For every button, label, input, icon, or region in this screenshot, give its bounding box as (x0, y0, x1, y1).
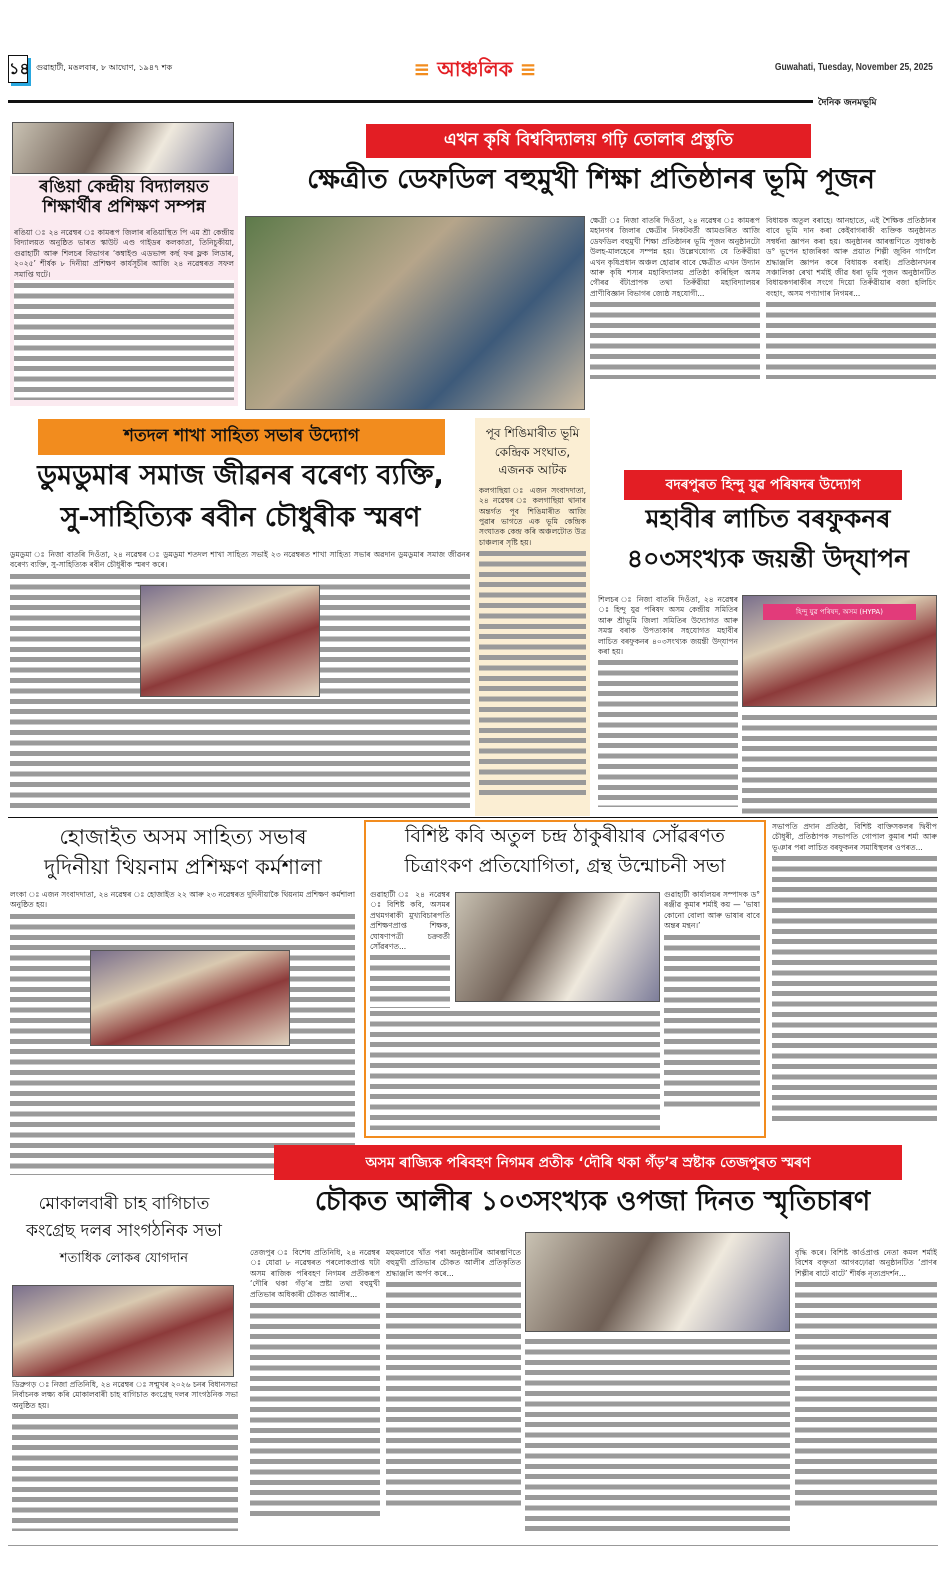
atul-photo (455, 892, 660, 1002)
chauk-lead: তেজপুৰ ঃ বিশেষ প্ৰতিনিধি, ২৪ নৱেম্বৰ ঃ যোৱা ৮ নৱেম্বৰত পৰলোকপ্ৰাপ্ত ঘটা অসম ৰাজিক পৰিবহণ নিগমৰ প্ৰতীকৰূপ ‘দৌৰি থকা গঁড়’ৰ স্ৰষ্টা তথা বহুমুখী প্ৰতিভাৰ অধিকাৰী চৌকত আলীৰ... (250, 1248, 380, 1299)
dumduma-lead: ডুমডুমা ঃ নিজা বাতৰি দিওঁতা, ২৪ নৱেম্বৰ ঃ ডুমডুমা শতদল শাখা সাহিত্য সভাই ২৩ নৱেম্বৰত শাখা সাহিত্য সভাৰ অৱদান ডুমডুমাৰ সমাজ জীৱনৰ বৰেণ্য ব্যক্তি, সু-সাহিত্যিক ৰবীন চৌধুৰীক স্মৰণ কৰে। (10, 550, 470, 570)
sidebar-body (479, 486, 586, 796)
badarpur-lead: শিলচৰ ঃ নিজা বাতৰি দিওঁতা, ২৪ নৱেম্বৰ ঃ হিন্দু যুৱ পৰিষদ অসম কেন্দ্ৰীয় সমিতিৰ আৰু শ্ৰীভূমি জিলা সমিতিৰ উদ্যোগত আৰু সমস্ত বৰাক উপত্যকাৰ সহযোগত মহাবীৰ লাচিত বৰফুকনৰ ৪০৩সংখ্যক জয়ন্তী উদ্‌যাপন কৰা হয়। (598, 595, 738, 657)
mokalbari-photo (12, 1285, 234, 1377)
chauk-body-2 (386, 1248, 521, 1533)
atul-lead2: গুৱাহাটী কাৰ্যালয়ৰ সম্পাদক ড° ৰঞ্জীৱ কুমাৰ শৰ্মাই কয় — ‘ভাষা কোনো বোলা আৰু ভাষাৰ বাবে অন্তৰ মন্থন।’ (664, 890, 760, 931)
badarpur-body (598, 595, 738, 815)
atul-lead: গুৱাহাটী ঃ ২৪ নৱেম্বৰ ঃ বিশিষ্ট কবি, অসমৰ প্ৰথমগৰাকী মুখ্যবিচাৰপতি প্ৰশিক্ষণপ্ৰাপ্ত শিক্ষক, ঘোষণাপত্ৰী চক্ৰবৰ্তী সোঁৱৰণত... (370, 890, 450, 952)
chauk-lead3: বৃদ্ধি কৰে। বিশিষ্ট কাৰ্ওপ্ৰাপ্ত নেতা কমল শৰ্মাই বিশেষ বক্তৃতা আগবঢ়োৱা অনুষ্ঠানটিত ‘প্ৰাণৰ শিল্পীৰ বাটে বাটে’ শীৰ্ষক নৃত্যপ্ৰদৰ্শন... (795, 1248, 937, 1278)
dumduma-headline-2: সু-সাহিত্যিক ৰবীন চৌধুৰীক স্মৰণ (60, 502, 421, 533)
atul-headline-1: বিশিষ্ট কবি অতুল চন্দ্ৰ ঠাকুৰীয়াৰ সোঁৱৰণত (405, 825, 725, 847)
dumduma-photo (140, 585, 320, 697)
sidebar-box (475, 418, 590, 816)
hojai-lead: লংকা ঃ এজন সংবাদদাতা, ২৪ নৱেম্বৰ ঃ হোজাইত ২২ আৰু ২৩ নৱেম্বৰত দুদিনীয়াকৈ থিয়নাম প্ৰশিক্ষণ কৰ্মশালা অনুষ্ঠিত হয়। (10, 890, 355, 910)
mokalbari-body (12, 1380, 238, 1532)
main-lead: ক্ষেত্ৰী ঃ নিজা বাতৰি দিওঁতা, ২৪ নৱেম্বৰ ঃ কামৰূপ মহানগৰ জিলাৰ ক্ষেত্ৰীৰ নিকটবৰ্তী আমগুৰিত আজি ডেফডিল বহুমুখী শিক্ষা প্ৰতিষ্ঠানৰ ভূমি পূজন অনুষ্ঠানটো উলহ-মালহেৰে সম্পন্ন হয়। উল্লেখযোগ্য যে তিৰুঁৱীয়া এখন কৃষিপ্ৰধান অঞ্চল হোৱাৰ বাবে ক্ষেত্ৰীত এখন উদ্যান আৰু কৃষি শস্যৰ মহাবিদ্যালয় প্ৰতিষ্ঠা কৰিছিল অসম গৌৰৱ বঁটাপ্ৰাপক তথা তিৰুঁৱীয়া মহাবিদ্যালয়ৰ প্ৰাণীবিজ্ঞান বিভাগৰ জ্যেষ্ঠ সহযোগী... (590, 216, 760, 298)
mokalbari-subhead: শতাধিক লোকৰ যোগদান (59, 1251, 189, 1266)
chauk-headline: চৌকত আলীৰ ১০৩সংখ্যক ওপজা দিনত স্মৃতিচাৰণ (314, 1186, 871, 1217)
main-lead2: বিধায়ক অতুল বৰাহে। আনহাতে, এই শৈক্ষিক প্ৰতিষ্ঠানৰ বাবে ভূমি দান কৰা কেইবাগৰাকী ব্যক্তিক অনুষ্ঠানত সম্বৰ্ধনা জ্ঞাপন কৰা হয়। অনুষ্ঠানৰ আৰম্ভণিতে সুধাকণ্ঠ ড° ভূপেন হাজৰিকা আৰু প্ৰয়াত শিল্পী জুবিন গাৰ্গলৈ শ্ৰদ্ধাঞ্জলি জ্ঞাপন কৰে বিধায়ক বৰাই। প্ৰতিষ্ঠানখনৰ সঞ্চালিকা ৰেখা শৰ্মাই জীৱ ধৰা ভূমি পূজন অনুষ্ঠানটিত বিধায়কগৰাকীৰ সংগে দিয়ো তিৰুঁৱীয়াৰ বজা হলিচিং বংহাং, অসম পণ্যাগাৰ নিগমৰ... (766, 216, 936, 298)
sidebar-headline: পূব শিঙিমাৰীত ভূমি কেন্দ্ৰিক সংঘাত, এজনক আটক (485, 426, 580, 478)
badarpur-body-2 (742, 712, 937, 815)
main-body-1 (590, 216, 760, 408)
chauk-body-1 (250, 1248, 380, 1533)
right-column-lead: সভাপতি প্ৰদান প্ৰতিষ্ঠা, বিশিষ্ট বাক্তিসকলৰ দ্বিবীপ চৌধুৰী, প্ৰতিষ্ঠাপক সভাপতি গোপাল কুমাৰ শৰ্মা আৰু ভূঞাৰ পৰা লাচিত বৰফুকনৰ সমাধিস্থলৰ ওপৰত... (772, 822, 937, 852)
dumduma-headline-1: ডুমডুমাৰ সমাজ জীৱনৰ বৰেণ্য ব্যক্তি, (37, 460, 444, 491)
chauk-photo (525, 1232, 790, 1332)
header-rule (8, 100, 813, 103)
atul-body-3 (370, 1008, 660, 1130)
mokalbari-headline-1: মোকালবাৰী চাহ বাগিচাত (38, 1194, 210, 1214)
footer-rule (8, 1545, 938, 1546)
badarpur-kicker: বদৰপুৰত হিন্দু যুৱ পৰিষদৰ উদ্যোগ (624, 470, 902, 500)
hojai-headline-1: হোজাইত অসম সাহিত্য সভাৰ (59, 825, 307, 849)
chauk-lead2: মহুমলাবে খাঁত পৰা অনুষ্ঠানটিৰ আৰম্ভণিতে বহুমুখী প্ৰতিভাৰ চৌকত আলীৰ প্ৰতিকৃতিত শ্ৰদ্ধাঞ্জলি অৰ্পণ কৰে... (386, 1248, 521, 1278)
date-assamese: গুৱাহাটী, মঙলবাৰ, ৮ আঘোণ, ১৯৪৭ শক (36, 63, 173, 72)
main-body-2 (766, 216, 936, 408)
chauk-body-4 (795, 1248, 937, 1533)
main-kicker: এখন কৃষি বিশ্ববিদ্যালয় গঢ়ি তোলাৰ প্ৰস্তুতি (366, 124, 811, 158)
badarpur-headline-2: ৪০৩সংখ্যক জয়ন্তী উদ্‌যাপন (626, 544, 910, 573)
section-logo: ≡ আঞ্চলিক ≡ (413, 57, 537, 81)
mokalbari-lead: ডিব্ৰুগড় ঃ নিজা প্ৰতিনিধি, ২৪ নৱেম্বৰ ঃ সন্মুখৰ ২০২৬ চনৰ বিধানসভা নিৰ্বাচনক লক্ষ্য কৰি মোকালবাৰী চাহ বাগিচাত কংগ্ৰেছ দলৰ সাংগঠনিক সভা অনুষ্ঠিত হয়। (12, 1380, 238, 1410)
rangia-headline: ৰঙিয়া কেন্দ্ৰীয় বিদ্যালয়ত শিক্ষাৰ্থীৰ প্ৰশিক্ষণ সম্পন্ন (39, 177, 209, 217)
rangia-photo (12, 122, 234, 174)
section-logo-text: আঞ্চলিক (437, 57, 513, 81)
main-photo (245, 216, 585, 410)
mokalbari-headline-2: কংগ্ৰেছ দলৰ সাংগঠনিক সভা (26, 1221, 222, 1241)
dumduma-kicker: শতদল শাখা সাহিত্য সভাৰ উদ্যোগ (38, 419, 445, 455)
rangia-lead: ৰঙিয়া ঃ ২৪ নৱেম্বৰ ঃ কামৰূপ জিলাৰ ৰঙিয়াস্থিত পি এম শ্ৰী কেন্দ্ৰীয় বিদ্যালয়ত অনুষ্ঠিত ভাৰত স্কাউট এণ্ড গাইডৰ কলকাতা, তিনিচুকীয়া, গুৱাহাটী আৰু শিলচৰ বিভাগৰ ‘কম্বাইণ্ড এডভান্স কৰ্ছ ফৰ ফ্লক লিডাৰ, ২০২৫’ শীৰ্ষক ৮ দিনীয়া প্ৰশিক্ষণ কাৰ্যসূচীৰ আজি ২৪ নৱেম্বৰত সফল সমাপ্তি ঘটে। (14, 228, 234, 279)
right-column-body (772, 822, 937, 1137)
paper-name: দৈনিক জনমভূমি (818, 98, 877, 108)
badarpur-photo (742, 595, 937, 707)
chauk-body-3 (525, 1336, 790, 1532)
rangia-body (14, 228, 234, 404)
badarpur-headline-1: মহাবীৰ লাচিত বৰফুকনৰ (645, 504, 891, 533)
main-headline: ক্ষেত্ৰীত ডেফডিল বহুমুখী শিক্ষা প্ৰতিষ্ঠানৰ ভূমি পূজন (307, 164, 875, 195)
divider (8, 817, 938, 818)
page-number: ১৪ (8, 55, 28, 83)
atul-body-2 (664, 890, 760, 1130)
atul-headline-2: চিত্ৰাংকণ প্ৰতিযোগিতা, গ্ৰন্থ উন্মোচনী সভা (404, 855, 726, 877)
date-english: Guwahati, Tuesday, November 25, 2025 (775, 62, 933, 73)
sidebar-lead: কলগাছিয়া ঃ এজন সংবাদদাতা, ২৪ নৱেম্বৰ ঃ কলগাছিয়া থানাৰ অন্তৰ্গত পূব শিঙিমাৰীত আজি পুৱাৰ ভাগতে এক ভূমি কেন্দ্ৰিক সংঘাতক কেন্দ্ৰ কৰি অঞ্চলটোত উত্ৰ চাঞ্চল্যৰ সৃষ্টি হয়। (479, 485, 586, 547)
hojai-photo (90, 950, 290, 1046)
chauk-kicker: অসম ৰাজ্যিক পৰিবহণ নিগমৰ প্ৰতীক ‘দৌৰি থকা গঁড়’ৰ স্ৰষ্টাক তেজপুৰত স্মৰণ (274, 1145, 902, 1180)
badarpur-photo-banner: হিন্দু যুৱ পৰিষদ, অসম (HYPA) (763, 604, 916, 620)
hojai-headline-2: দুদিনীয়া থিয়নাম প্ৰশিক্ষণ কৰ্মশালা (44, 855, 322, 879)
